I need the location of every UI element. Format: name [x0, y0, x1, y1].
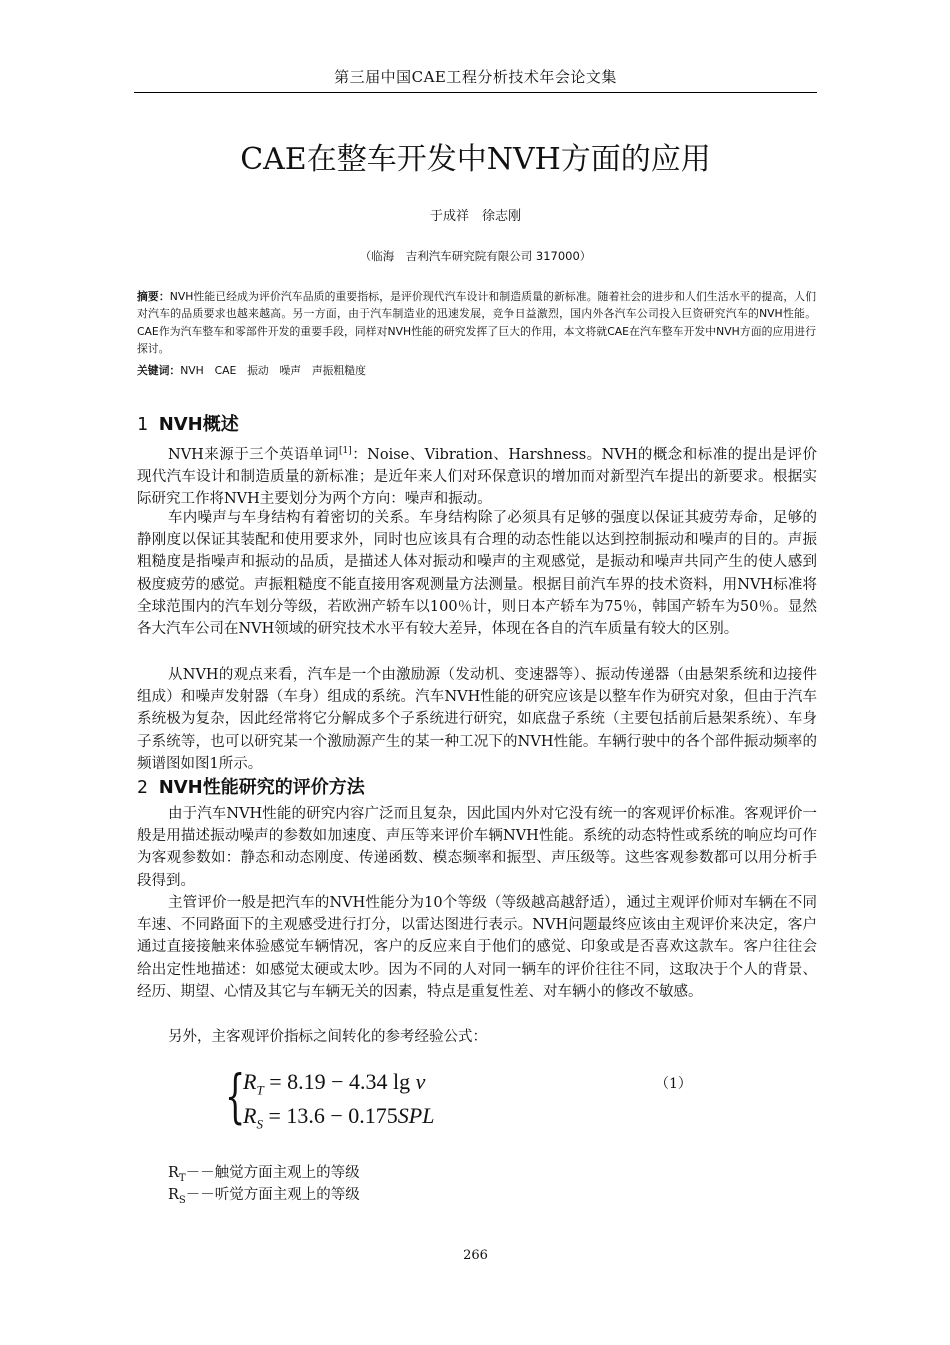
formula-line-1: $R_T = 8.19 - 4.34$ lg v — [243, 1069, 426, 1098]
section-1-paragraph-2: 车内噪声与车身结构有着密切的关系。车身结构除了必须具有足够的强度以保证其疲劳寿命，足够的静刚度以保证其装配和使用要求外，同时也应该具有合理的动态性能以达到控制振动和噪声的目的。声振粗糙度是指噪声和振动的品质，是描述人体对振动和噪声的主观感觉，是振动和噪声共同产生的使人感到极度疲劳的感觉。声振粗糙度不能直接用客观测量方法测量。根据目前汽车界的技术资料，用NVH标准将全球范围内的汽车划分等级，若欧洲产轿车以100％计，则日本产轿车为75％，韩国产轿车为50％。显然各大汽车公司在NVH领域的研究技术水平有较大差异，体现在各自的汽车质量有较大的区别。 — [137, 510, 817, 638]
equation-number: （1） — [655, 1076, 692, 1092]
abstract-text: NVH性能已经成为评价汽车品质的重要指标，是评价现代汽车设计和制造质量的新标准。随着社会的进步和人们生活水平的提高，人们对汽车的品质要求也越来越高。另一方面，由于汽车制造业的迅速发展，竞争日益激烈，国内外各汽车公司投入巨资研究汽车的NVH性能。CAE作为汽车整车和零部件开发的重要手段，同样对NVH性能的研究发挥了巨大的作用，本文将就CAE在汽车整车开发中NVH方面的应用进行探讨。 — [137, 290, 817, 355]
section-2-paragraph-3: 另外，主客观评价指标之间转化的参考经验公式： — [168, 1029, 487, 1045]
section-2-paragraph-2: 主管评价一般是把汽车的NVH性能分为10个等级（等级越高越舒适），通过主观评价师对车辆在不同车速、不同路面下的主观感受进行打分，以雷达图进行表示。NVH问题最终应该由主观评价来决定，客户通过直接接触来体验感觉车辆情况，客户的反应来自于他们的感觉、印象或是否喜欢这款车。客户往往会给出定性地描述：如感觉太硬或太吵。因为不同的人对同一辆车的评价往往不同，这取决于个人的背景、经历、期望、心情及其它与车辆无关的因素，特点是重复性差、对车辆小的修改不敏感。 — [137, 895, 817, 1000]
s1p1-text-b: ：Noise、Vibration、Harshness。NVH的概念和标准的提出是评价现代汽车设计和制造质量的新标准；是近年来人们对环保意识的增加而对新型汽车提出的新要求。根据实际研究工作将NVH主要划分为两个方向：噪声和振动。 — [137, 446, 817, 508]
keywords-text: NVH CAE 振动 噪声 声振粗糙度 — [180, 364, 366, 377]
definition-rt: $R_T--$触觉方面主观上的等级 — [168, 1165, 360, 1184]
section-2-paragraph-1: 由于汽车NVH性能的研究内容广泛而且复杂，因此国内外对它没有统一的客观评价标准。客观评价一般是用描述振动噪声的参数如加速度、声压等来评价车辆NVH性能。系统的动态特性或系统的响应均可作为客观参数如：静态和动态刚度、传递函数、模态频率和振型、声压级等。这些客观参数都可以用分析手段得到。 — [137, 806, 817, 889]
formula-1 — [225, 1062, 485, 1135]
section-2-heading — [137, 777, 365, 799]
keywords-label: 关键词： — [137, 364, 181, 377]
formula-line-2: $R_S = 13.6 - 0.175SPL$ — [243, 1103, 435, 1132]
s1p1-text-a: NVH来源于三个英语单词 — [168, 446, 339, 463]
affiliation: （临海 吉利汽车研究院有限公司 317000） — [359, 249, 592, 263]
section-1-number: 1 — [137, 414, 148, 435]
formula-brace: { — [225, 1062, 246, 1130]
abstract — [137, 288, 816, 357]
definition-rs: $R_S--$听觉方面主观上的等级 — [168, 1187, 360, 1206]
abstract-label: 摘要： — [137, 290, 170, 303]
header-rule — [134, 92, 817, 93]
section-1-paragraph-3: 从NVH的观点来看，汽车是一个由激励源（发动机、变速器等）、振动传递器（由悬架系统和边接件组成）和噪声发射器（车身）组成的系统。汽车NVH性能的研究应该是以整车作为研究对象，但由于汽车系统极为复杂，因此经常将它分解成多个子系统进行研究，如底盘子系统（主要包括前后悬架系统）、车身子系统等，也可以研究某一个激励源产生的某一种工况下的NVH性能。车辆行驶中的各个部件振动频率的频谱图如图1所示。 — [137, 667, 817, 772]
section-2-title: NVH性能研究的评价方法 — [158, 777, 365, 798]
section-2-number: 2 — [137, 777, 148, 798]
page-number: 266 — [463, 1248, 488, 1263]
section-1-heading — [137, 414, 239, 436]
section-1-title: NVH概述 — [158, 414, 239, 435]
paper-title: CAE在整车开发中NVH方面的应用 — [240, 142, 711, 177]
citation-ref: [1] — [338, 446, 352, 456]
keywords — [137, 362, 816, 379]
authors: 于成祥 徐志刚 — [429, 209, 521, 224]
running-header: 第三届中国CAE工程分析技术年会论文集 — [334, 68, 617, 86]
section-1-paragraph-1 — [137, 440, 817, 510]
